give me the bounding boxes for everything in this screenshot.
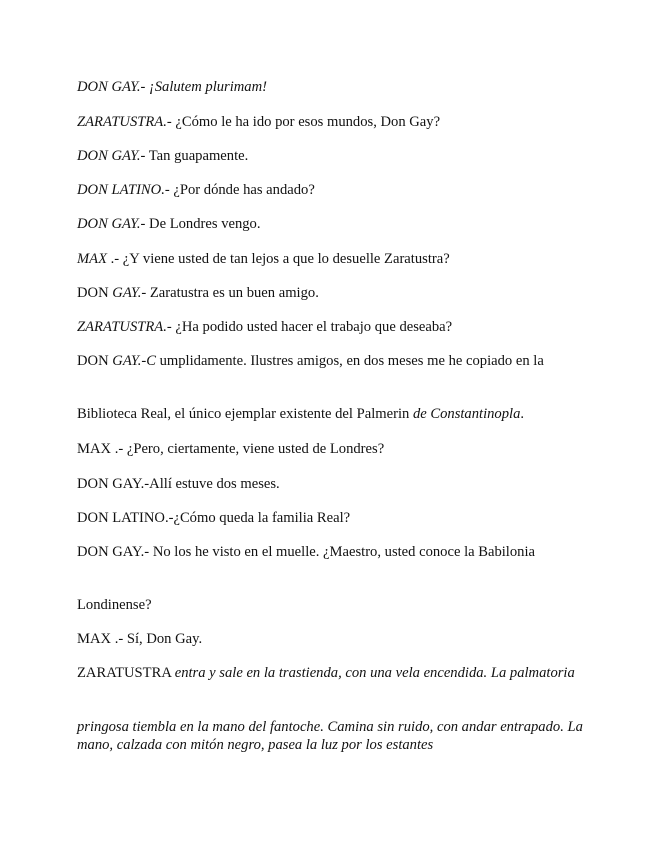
text-run: - ¿Ha podido usted hacer el trabajo que deseaba?	[166, 319, 453, 335]
dialogue-line	[77, 475, 587, 493]
text-run: - ¿Cómo le ha ido por esos mundos, Don Gay?	[166, 114, 441, 130]
dialogue-line	[77, 440, 587, 458]
text-run: - Zaratustra es un buen amigo.	[141, 285, 319, 301]
text-run: Biblioteca Real, el único ejemplar existente del Palmerin	[77, 406, 413, 422]
text-run: DON	[77, 353, 113, 369]
italic-text-run: MAX	[77, 251, 107, 267]
text-run: - ¿Por dónde has andado?	[164, 182, 315, 198]
dialogue-line	[77, 596, 587, 614]
dialogue-line	[77, 318, 587, 336]
dialogue-line	[77, 147, 587, 165]
italic-text-run: pringosa tiembla en la mano del fantoche. Camina sin ruido, con andar entrapado. La mano, calzada con mitón negro, pasea la luz por los estantes	[77, 719, 583, 753]
dialogue-line	[77, 113, 587, 131]
text-run: DON GAY.-Allí estuve dos meses.	[77, 476, 280, 492]
italic-text-run: ZARATUSTRA.	[77, 114, 167, 130]
italic-text-run: DON LATINO.	[77, 182, 165, 198]
text-run: umplidamente. Ilustres amigos, en dos meses me he copiado en la	[155, 353, 544, 369]
dialogue-line	[77, 352, 587, 370]
text-run: .	[520, 406, 525, 422]
dialogue-line	[77, 284, 587, 302]
italic-text-run: entra y sale en la trastienda, con una vela encendida. La palmatoria	[174, 665, 575, 681]
text-run: Londinense?	[77, 597, 152, 613]
italic-text-run: ZARATUSTRA.	[77, 319, 167, 335]
italic-text-run: DON GAY.-	[77, 79, 150, 95]
dialogue-line	[77, 664, 587, 682]
text-run: - De Londres vengo.	[140, 216, 261, 232]
dialogue-line	[77, 250, 587, 268]
dialogue-line	[77, 630, 587, 648]
dialogue-line	[77, 181, 587, 199]
text-run: .- ¿Y viene usted de tan lejos a que lo desuelle Zaratustra?	[107, 251, 450, 267]
italic-text-run: GAY.	[112, 285, 142, 301]
italic-text-run: de Constantinopla	[412, 406, 521, 422]
text-run: ZARATUSTRA	[77, 665, 175, 681]
text-run: DON GAY.- No los he visto en el muelle. ¿Maestro, usted conoce la Babilonia	[77, 544, 535, 560]
dialogue-line	[77, 718, 587, 754]
dialogue-line	[77, 215, 587, 233]
dialogue-line	[77, 543, 587, 561]
text-run: MAX .- Sí, Don Gay.	[77, 631, 203, 647]
dialogue-line	[77, 405, 587, 423]
text-run: DON	[77, 285, 113, 301]
dialogue-line	[77, 509, 587, 527]
italic-text-run: DON GAY.	[77, 216, 141, 232]
text-run: DON LATINO.-¿Cómo queda la familia Real?	[77, 510, 351, 526]
italic-text-run: ¡Salutem plurimam!	[149, 79, 268, 95]
text-run: - Tan guapamente.	[140, 148, 249, 164]
italic-text-run: DON GAY.	[77, 148, 141, 164]
dialogue-line	[77, 78, 587, 96]
italic-text-run: GAY.-C	[112, 353, 156, 369]
text-run: MAX .- ¿Pero, ciertamente, viene usted de Londres?	[77, 441, 385, 457]
